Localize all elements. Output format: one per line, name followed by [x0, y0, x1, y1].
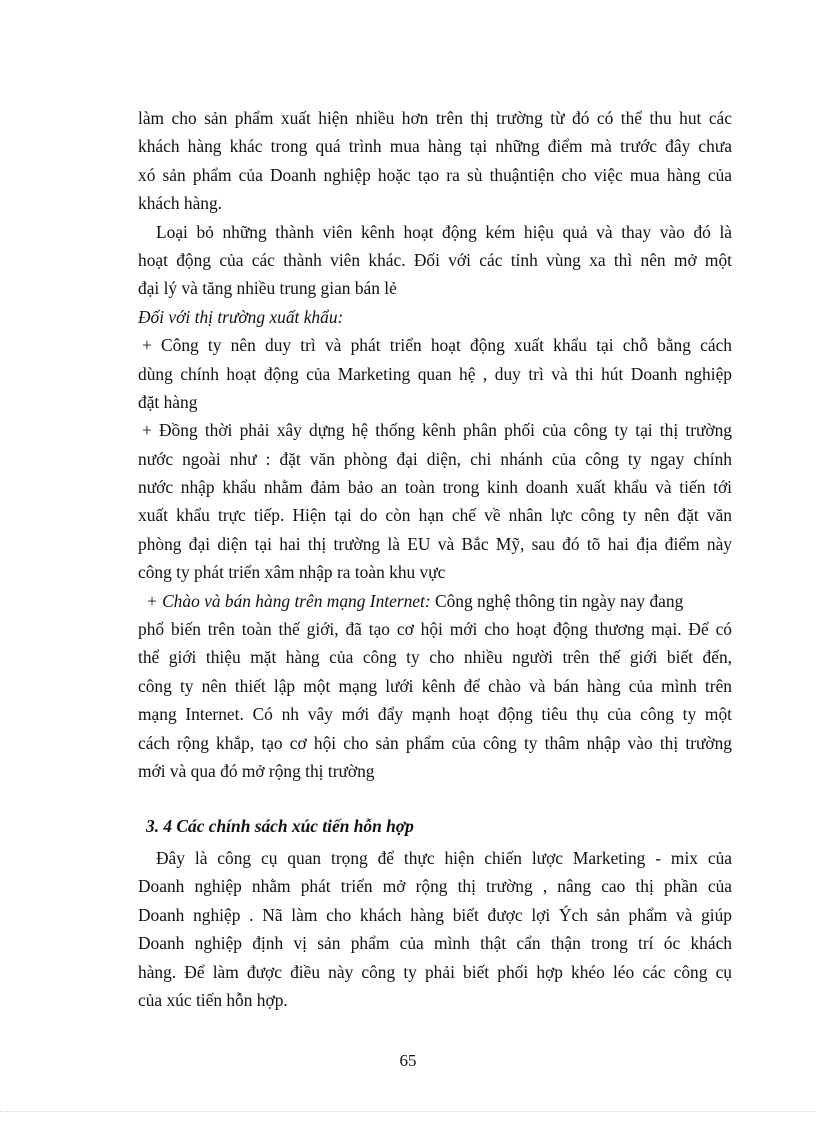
text-line [138, 587, 732, 615]
text-line: phổ biến trên toàn thế giới, đã tạo cơ hội mới cho hoạt động thương mại. Để có [138, 619, 732, 640]
text-line: hàng. Để làm được điều này công ty phải biết phối hợp khéo léo các công cụ [138, 961, 732, 982]
internet-rest: Công nghệ thông tin ngày nay đang [435, 590, 684, 611]
text-line: mạng Internet. Có nh vây mới đẩy mạnh hoạt động tiêu thụ của công ty một [138, 704, 732, 725]
text-line: công ty nên thiết lập một mạng lưới kênh để chào và bán hàng của mình trên [138, 675, 732, 696]
text-line: mới và qua đó mở rộng thị trường [138, 760, 375, 781]
text-line: hoạt động của các thành viên khác. Đối với các tỉnh vùng xa thì nên mở một [138, 249, 732, 270]
text-line: khách hàng. [138, 193, 223, 214]
text-line: dùng chính hoạt động của Marketing quan hệ , duy trì và thi hút Doanh nghiệp [138, 363, 732, 384]
text-line: Đây là công cụ quan trọng để thực hiện chiến lược Marketing - mix của [156, 848, 732, 868]
text-line: của xúc tiến hỗn hợp. [138, 989, 288, 1010]
text-line: xuất khẩu trực tiếp. Hiện tại do còn hạn chế về nhân lực công ty nên đặt văn [138, 505, 732, 526]
page-bottom-border [0, 1111, 816, 1112]
text-line: đặt hàng [138, 391, 198, 412]
internet-prefix: + Chào và bán hàng trên mạng Internet: [146, 590, 431, 611]
text-line: khách hàng khác trong quá trình mua hàng tại những điểm mà trước đây chưa [138, 136, 732, 157]
text-line: Doanh nghiệp định vị sản phẩm của mình thật cẩn thận trong trí óc khách [138, 933, 732, 954]
text-line: đại lý và tăng nhiều trung gian bán lẻ [138, 278, 397, 299]
text-line: + Đồng thời phải xây dựng hệ thống kênh phân phối của công ty tại thị trường [142, 420, 732, 441]
text-line: nước nhập khẩu nhằm đảm bảo an toàn trong kinh doanh xuất khẩu và tiến tới [138, 477, 732, 498]
text-line: thể giới thiệu mặt hàng của công ty cho nhiều người trên thế giới biết đến, [138, 647, 732, 668]
text-line: công ty phát triển xâm nhập ra toàn khu vực [138, 562, 446, 583]
text-line: Doanh nghiệp . Nã làm cho khách hàng biết được lợi Ých sản phẩm và giúp [138, 904, 732, 925]
section-heading: 3. 4 Các chính sách xúc tiến hỗn hợp [146, 816, 414, 836]
text-line: Doanh nghiệp nhằm phát triển mở rộng thị trường , nâng cao thị phần của [138, 876, 732, 897]
text-line: + Công ty nên duy trì và phát triển hoạt động xuất khẩu tại chỗ bằng cách [142, 335, 732, 356]
page-number: 65 [399, 1051, 417, 1070]
text-line: làm cho sản phẩm xuất hiện nhiều hơn trên thị trường từ đó có thể thu hut các [138, 108, 732, 128]
text-line: cách rộng khắp, tạo cơ hội cho sản phẩm của công ty thâm nhập vào thị trường [138, 732, 732, 753]
body-text [138, 104, 732, 785]
text-line: phòng đại diện tại hai thị trường là EU và Bắc Mỹ, sau đó tõ hai địa điểm này [138, 533, 732, 554]
text-line: Loại bỏ những thành viên kênh hoạt động kém hiệu quả và thay vào đó là [156, 221, 732, 242]
subsection-label: Đối với thị trường xuất khẩu: [138, 306, 344, 327]
text-line: xó sản phẩm của Doanh nghiệp hoặc tạo ra sù thuậntiện cho việc mua hàng của [138, 164, 732, 185]
text-line: nước ngoài như : đặt văn phòng đại diện, chi nhánh của công ty ngay chính [138, 448, 732, 469]
body-text-2 [138, 844, 732, 1014]
